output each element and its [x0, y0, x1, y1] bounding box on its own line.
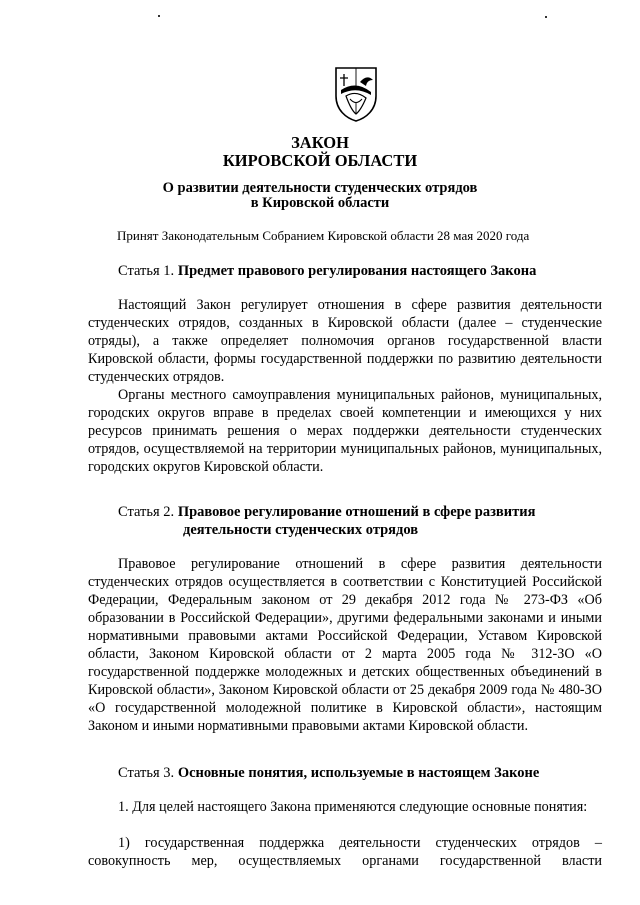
- article-3-title: Основные понятия, используемые в настоящем Законе: [177, 765, 540, 781]
- article-3-paragraph-2: [88, 834, 602, 870]
- subtitle-line-1: О развитии деятельности студенческих отрядов: [162, 180, 478, 196]
- article-1-title: Предмет правового регулирования настоящего Закона: [177, 263, 537, 279]
- scan-speck: [158, 15, 160, 17]
- article-2-prefix: Статья 2.: [118, 504, 175, 520]
- article-3-prefix: Статья 3.: [118, 765, 175, 781]
- paragraph-text: Органы местного самоуправления муниципальных районов, муниципальных, городских округов вправе в пределах своей компетенции и имеющихся у них ресурсов принимать решения о мерах поддержки деятельности студенческих отрядов, осуществляемой на территории муниципальных районов, муниципальных, городских округов Кировской области.: [88, 387, 602, 475]
- article-2-paragraph-1: [88, 555, 602, 735]
- scan-speck: [545, 16, 547, 18]
- paragraph-text: Правовое регулирование отношений в сфере развития деятельности студенческих отрядов осуществляется в соответствии с Конституцией Российской Федерации, Федеральным законом от 29 декабря 2012 года № 273-ФЗ «Об образовании в Российской Федерации», другими федеральными законами и иными нормативными правовыми актами Российской Федерации, Уставом Кировской области, Законом Кировской области от 2 марта 2005 года № 312-ЗО «О государственной поддержке молодежных и детских общественных объединений в Кировской области», Законом Кировской области от 25 декабря 2009 года № 480-ЗО «О государственной молодежной политике в Кировской области», настоящим Законом и иными нормативными правовыми актами Кировской области.: [88, 556, 602, 734]
- article-2-title-line-1: Правовое регулирование отношений в сфере развития: [177, 504, 536, 520]
- article-1-paragraph-1: [88, 296, 602, 386]
- paragraph-text: 1. Для целей настоящего Закона применяются следующие основные понятия:: [118, 799, 588, 815]
- subtitle-line-2: в Кировской области: [250, 195, 390, 211]
- title-line-2: КИРОВСКОЙ ОБЛАСТИ: [222, 151, 418, 170]
- article-2-title-line-2: деятельности студенческих отрядов: [183, 522, 419, 538]
- paragraph-text: Настоящий Закон регулирует отношения в сфере развития деятельности студенческих отрядов, созданных в Кировской области (далее – студенческие отряды), а также определяет полномочия органов государственной власти Кировской области, формы государственной поддержки по развитию деятельности студенческих отрядов.: [88, 297, 602, 385]
- article-1-heading: [118, 262, 536, 280]
- article-1-prefix: Статья 1.: [118, 263, 175, 279]
- article-2-heading: [118, 503, 535, 539]
- article-3-paragraph-1: [88, 798, 602, 816]
- adoption-note: Принят Законодательным Собранием Кировской области 28 мая 2020 года: [117, 228, 530, 243]
- coat-of-arms-icon: [333, 66, 379, 122]
- paragraph-text: 1) государственная поддержка деятельности студенческих отрядов – совокупность мер, осуществляемых органами государственной власти: [88, 835, 602, 869]
- title-line-1: ЗАКОН: [291, 133, 349, 152]
- article-1-paragraph-2: [88, 386, 602, 476]
- article-3-heading: [118, 764, 539, 782]
- subtitle: [0, 181, 640, 211]
